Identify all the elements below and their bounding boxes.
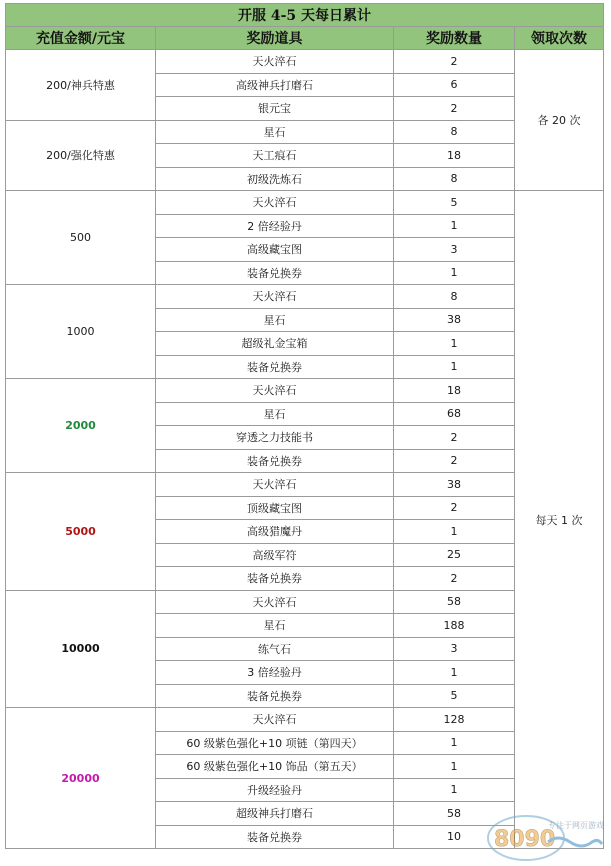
- table-row: [6, 50, 604, 74]
- reward-item-cell: 天火淬石: [156, 191, 394, 215]
- reward-quantity-cell: 8: [394, 120, 515, 144]
- table-row: [6, 590, 604, 614]
- reward-table-container: [5, 3, 603, 849]
- reward-quantity-cell: 2: [394, 496, 515, 520]
- reward-quantity-cell: 1: [394, 731, 515, 755]
- reward-item-cell: 升级经验丹: [156, 778, 394, 802]
- reward-item-cell: 银元宝: [156, 97, 394, 121]
- reward-quantity-cell: 38: [394, 473, 515, 497]
- table-row: [6, 379, 604, 403]
- recharge-tier-cell: 10000: [6, 590, 156, 708]
- reward-quantity-cell: 5: [394, 191, 515, 215]
- reward-quantity-cell: 25: [394, 543, 515, 567]
- reward-item-cell: 超级礼金宝箱: [156, 332, 394, 356]
- recharge-tier-cell: 5000: [6, 473, 156, 591]
- reward-item-cell: 装备兑换券: [156, 684, 394, 708]
- reward-item-cell: 星石: [156, 120, 394, 144]
- reward-item-cell: 天工痕石: [156, 144, 394, 168]
- reward-item-cell: 装备兑换券: [156, 567, 394, 591]
- reward-item-cell: 60 级紫色强化+10 项链（第四天）: [156, 731, 394, 755]
- reward-item-cell: 天火淬石: [156, 590, 394, 614]
- reward-item-cell: 3 倍经验丹: [156, 661, 394, 685]
- watermark-logo-text: 8090: [494, 827, 556, 852]
- title-row: [6, 4, 604, 27]
- reward-quantity-cell: 1: [394, 520, 515, 544]
- header-reward-quantity: 奖励数量: [394, 27, 515, 50]
- reward-quantity-cell: 1: [394, 355, 515, 379]
- recharge-tier-cell: 20000: [6, 708, 156, 849]
- reward-quantity-cell: 58: [394, 802, 515, 826]
- reward-item-cell: 天火淬石: [156, 285, 394, 309]
- reward-quantity-cell: 2: [394, 449, 515, 473]
- header-reward-item: 奖励道具: [156, 27, 394, 50]
- reward-quantity-cell: 8: [394, 285, 515, 309]
- reward-item-cell: 装备兑换券: [156, 355, 394, 379]
- reward-quantity-cell: 18: [394, 379, 515, 403]
- watermark-tagline: 专注于网页游戏: [548, 821, 604, 830]
- table-title: 开服 4-5 天每日累计: [6, 4, 604, 27]
- reward-item-cell: 装备兑换券: [156, 825, 394, 849]
- header-recharge-amount: 充值金额/元宝: [6, 27, 156, 50]
- header-claim-times: 领取次数: [515, 27, 604, 50]
- reward-table: [5, 3, 604, 849]
- reward-item-cell: 60 级紫色强化+10 饰品（第五天）: [156, 755, 394, 779]
- claim-times-cell: 各 20 次: [515, 50, 604, 191]
- reward-item-cell: 星石: [156, 308, 394, 332]
- reward-quantity-cell: 8: [394, 167, 515, 191]
- reward-quantity-cell: 128: [394, 708, 515, 732]
- reward-quantity-cell: 38: [394, 308, 515, 332]
- reward-quantity-cell: 10: [394, 825, 515, 849]
- reward-item-cell: 顶级藏宝图: [156, 496, 394, 520]
- reward-item-cell: 初级洗炼石: [156, 167, 394, 191]
- reward-quantity-cell: 1: [394, 755, 515, 779]
- reward-item-cell: 高级军符: [156, 543, 394, 567]
- reward-quantity-cell: 1: [394, 332, 515, 356]
- table-row: [6, 120, 604, 144]
- reward-item-cell: 天火淬石: [156, 708, 394, 732]
- table-body: [6, 50, 604, 849]
- reward-item-cell: 穿透之力技能书: [156, 426, 394, 450]
- reward-quantity-cell: 2: [394, 97, 515, 121]
- reward-quantity-cell: 1: [394, 261, 515, 285]
- recharge-tier-cell: 200/神兵特惠: [6, 50, 156, 121]
- reward-item-cell: 星石: [156, 614, 394, 638]
- header-row: [6, 27, 604, 50]
- reward-quantity-cell: 3: [394, 238, 515, 262]
- reward-quantity-cell: 2: [394, 567, 515, 591]
- reward-item-cell: 高级猎魔丹: [156, 520, 394, 544]
- reward-item-cell: 装备兑换券: [156, 261, 394, 285]
- reward-quantity-cell: 2: [394, 50, 515, 74]
- reward-item-cell: 2 倍经验丹: [156, 214, 394, 238]
- reward-quantity-cell: 1: [394, 661, 515, 685]
- table-row: [6, 285, 604, 309]
- reward-quantity-cell: 5: [394, 684, 515, 708]
- recharge-tier-cell: 1000: [6, 285, 156, 379]
- claim-times-cell: 每天 1 次: [515, 191, 604, 849]
- reward-item-cell: 星石: [156, 402, 394, 426]
- site-watermark-logo: [486, 808, 604, 864]
- table-row: [6, 191, 604, 215]
- recharge-tier-cell: 2000: [6, 379, 156, 473]
- reward-quantity-cell: 2: [394, 426, 515, 450]
- reward-item-cell: 超级神兵打磨石: [156, 802, 394, 826]
- reward-item-cell: 装备兑换券: [156, 449, 394, 473]
- recharge-tier-cell: 500: [6, 191, 156, 285]
- reward-item-cell: 天火淬石: [156, 473, 394, 497]
- reward-item-cell: 高级藏宝图: [156, 238, 394, 262]
- recharge-tier-cell: 200/强化特惠: [6, 120, 156, 191]
- reward-quantity-cell: 58: [394, 590, 515, 614]
- reward-item-cell: 天火淬石: [156, 379, 394, 403]
- reward-item-cell: 高级神兵打磨石: [156, 73, 394, 97]
- reward-quantity-cell: 1: [394, 778, 515, 802]
- reward-quantity-cell: 6: [394, 73, 515, 97]
- reward-item-cell: 天火淬石: [156, 50, 394, 74]
- reward-quantity-cell: 68: [394, 402, 515, 426]
- table-row: [6, 473, 604, 497]
- reward-item-cell: 练气石: [156, 637, 394, 661]
- table-row: [6, 708, 604, 732]
- reward-quantity-cell: 18: [394, 144, 515, 168]
- reward-quantity-cell: 3: [394, 637, 515, 661]
- reward-quantity-cell: 1: [394, 214, 515, 238]
- reward-quantity-cell: 188: [394, 614, 515, 638]
